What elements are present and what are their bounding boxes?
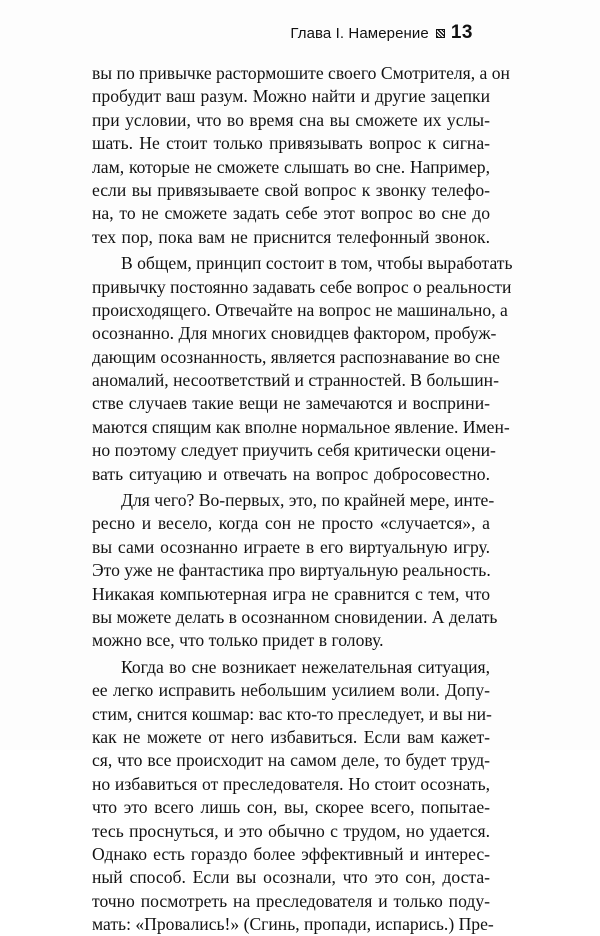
text-line: но избавиться от преследователя. Но стоит осознать,: [92, 773, 490, 794]
text-line: осознанно. Для многих сновидцев фактором, пробуж-: [92, 323, 497, 344]
text-line: шать. Не стоит только привязывать вопрос к сигна-: [92, 133, 490, 154]
text-line: ее легко исправить небольшим усилием воли. Допу-: [92, 680, 490, 701]
text-line: как не можете от него избавиться. Если вам кажет-: [92, 726, 490, 747]
text-line: тесь проснуться, и это обычно с трудом, но удается.: [92, 820, 490, 841]
body-text: [92, 62, 513, 936]
paragraph: [92, 252, 513, 486]
text-line: тех пор, пока вам не приснится телефонный звонок.: [92, 226, 490, 247]
text-line: Никакая компьютерная игра не сравнится с тем, что: [92, 583, 490, 604]
text-line: привычку постоянно задавать себе вопрос о реальности: [92, 276, 512, 297]
text-line: дающим осознанность, является распознавание во сне: [92, 346, 500, 367]
page-number: 13: [450, 22, 473, 43]
chapter-title: Глава I. Намерение: [290, 24, 429, 42]
text-line: если вы привязываете свой вопрос к звонку телефо-: [92, 179, 490, 200]
text-line: происходящего. Отвечайте на вопрос не машинально, а: [92, 299, 508, 320]
text-line: Однако есть гораздо более эффективный и интерес-: [92, 843, 490, 864]
paragraph: [92, 656, 494, 936]
text-line: точно посмотреть на преследователя и только поду-: [92, 890, 490, 911]
text-line: аномалий, несоответствий и странностей. В большин-: [92, 370, 499, 391]
text-line: вы сами осознанно играете в его виртуальную игру.: [92, 536, 490, 557]
paragraph: [92, 62, 510, 249]
text-line: Это уже не фантастика про виртуальную реальность.: [92, 560, 491, 581]
text-line: вы можете делать в осознанном сновидении. А делать: [92, 606, 498, 627]
text-line: пробудит ваш разум. Можно найти и другие зацепки: [92, 86, 490, 107]
paragraph: [92, 489, 498, 653]
text-line: но поэтому следует приучить себя критически оцени-: [92, 440, 496, 461]
text-line: маются спящим как вполне нормальное явление. Имен-: [92, 416, 510, 437]
checkered-square-icon: [436, 29, 445, 38]
text-line: вы по привычке растормошите своего Смотрителя, а он: [92, 63, 510, 83]
text-line: на, то не сможете задать себе этот вопрос во сне до: [92, 203, 490, 224]
text-line: стве случаев такие вещи не замечаются и восприни-: [92, 393, 490, 414]
text-line: мать: «Провались!» (Сгинь, пропади, испарись.) Пре-: [92, 914, 494, 935]
text-line: ресно и весело, когда сон не просто «случается», а: [92, 513, 490, 534]
text-line: вать ситуацию и отвечать на вопрос добросовестно.: [92, 463, 490, 484]
running-header: [290, 22, 473, 44]
text-line: при условии, что во время сна вы сможете их услы-: [92, 109, 490, 130]
text-line: Для чего? Во-первых, это, по крайней мере, инте-: [121, 490, 495, 511]
text-line: стим, снится кошмар: вас кто-то преследует, и вы ни-: [92, 703, 492, 724]
text-line: Когда во сне возникает нежелательная ситуация,: [121, 656, 490, 677]
text-line: ся, что все происходит на самом деле, то будет труд-: [92, 750, 490, 771]
text-line: ный способ. Если вы осознали, что это сон, доста-: [92, 867, 490, 888]
text-line: лам, которые не сможете слышать во сне. Например,: [92, 156, 490, 177]
text-line: можно все, что только придет в голову.: [92, 630, 384, 651]
text-line: В общем, принцип состоит в том, чтобы выработать: [121, 253, 513, 274]
text-line: что это всего лишь сон, вы, скорее всего, попытае-: [92, 797, 490, 818]
